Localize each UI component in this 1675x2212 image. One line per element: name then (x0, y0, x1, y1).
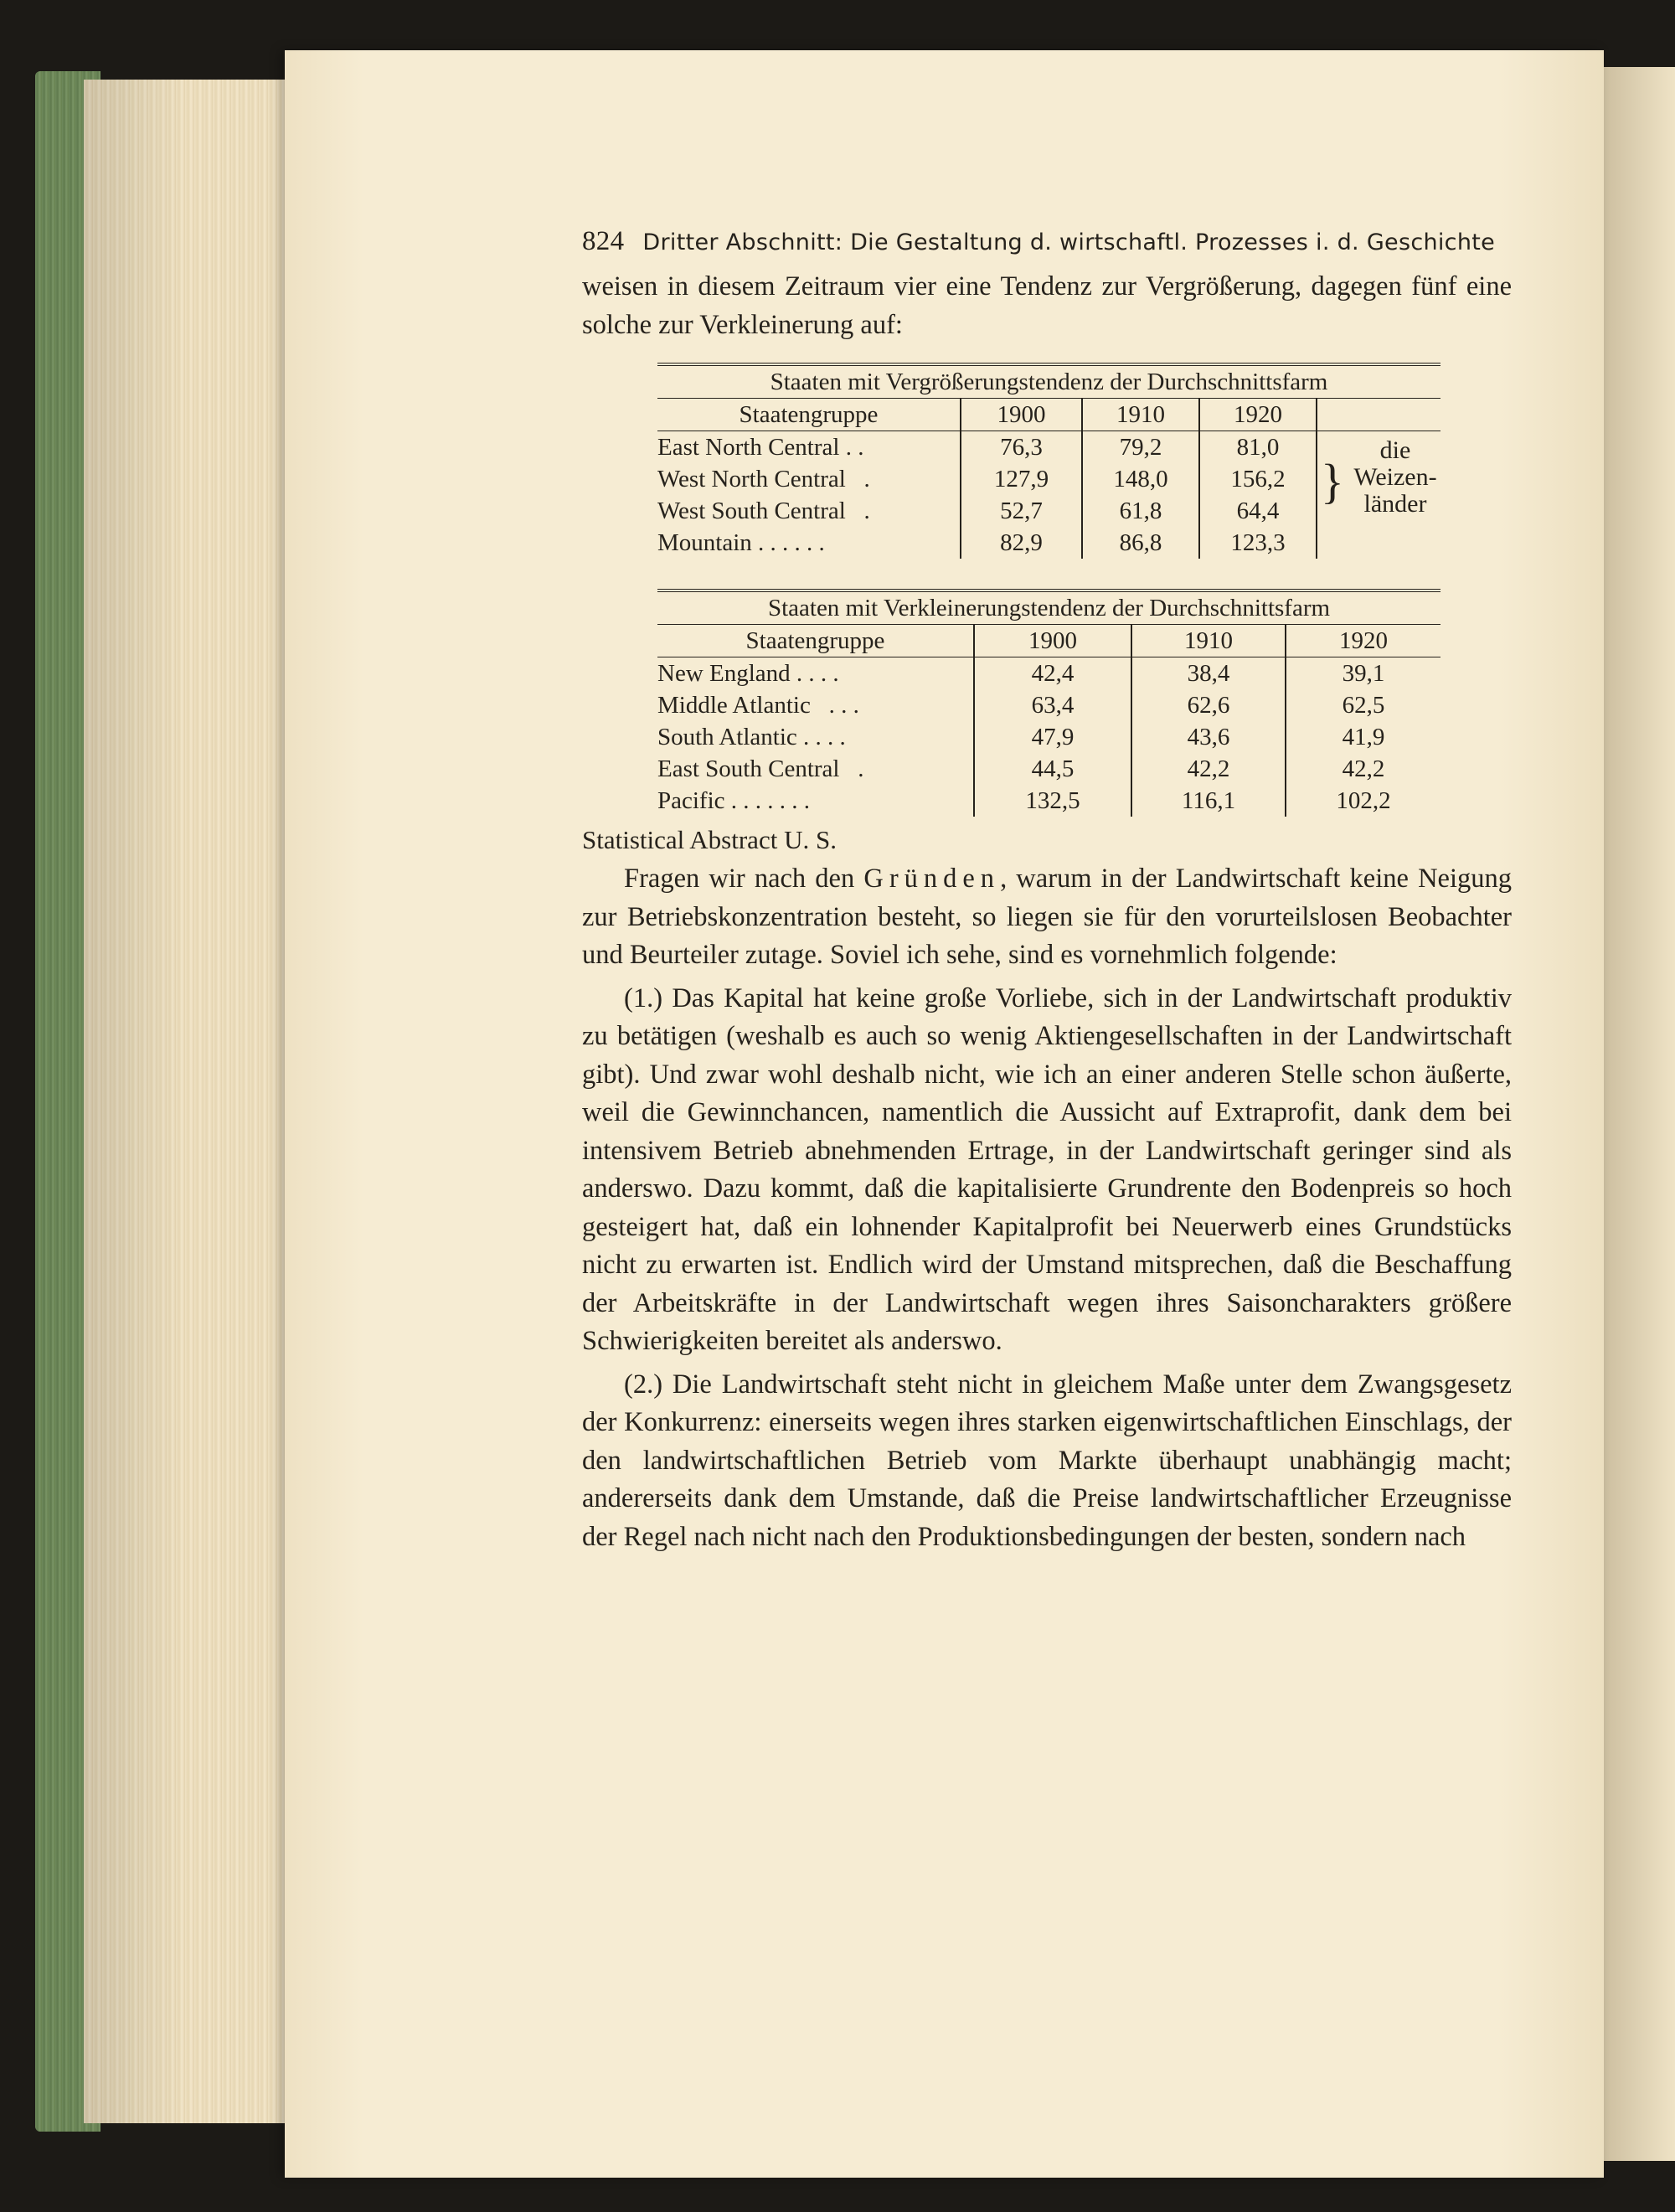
paragraph-point-2: (2.) Die Landwirtschaft steht nicht in gleichem Maße unter dem Zwangsgesetz der Konkurrenz: einerseits wegen ihres starken eigenwirtschaftlichen Einschlags, der den landwirtschaftlichen Betrieb vom Markte überhaupt unabhängig macht; andererseits dank dem Umstande, daß die Preise landwirtschaftlicher Erzeugnisse der Regel nach nicht nach den Produktionsbedingungen der besten, sondern nach (582, 1369, 1512, 1552)
row-label: East North Central . . (657, 431, 961, 464)
cell-1910: 62,6 (1131, 689, 1286, 721)
col-header-1920: 1920 (1199, 399, 1317, 431)
cell-1910: 116,1 (1131, 785, 1286, 817)
cell-1900: 42,4 (974, 657, 1131, 690)
cell-1900: 63,4 (974, 689, 1131, 721)
cell-1900: 76,3 (961, 431, 1082, 464)
row-label: East South Central . (657, 753, 974, 785)
page-number: 824 (582, 226, 625, 256)
row-label: Pacific . . . . . . . (657, 785, 974, 817)
running-head (582, 226, 1512, 268)
col-header-1920: 1920 (1286, 625, 1440, 657)
cell-1920: 62,5 (1342, 692, 1385, 719)
cell-1910: 42,2 (1131, 753, 1286, 785)
col-header-note (1317, 399, 1440, 431)
table-growth (657, 363, 1440, 559)
page-content (582, 226, 1512, 1556)
table-row (657, 721, 1440, 753)
table-shrink (657, 589, 1440, 817)
cell-1920: 102,2 (1336, 787, 1391, 814)
table-row (657, 785, 1440, 817)
cell-1920: 64,4 (1199, 495, 1317, 527)
paragraph-text: Fragen wir nach den (624, 864, 864, 894)
row-label: West North Central . (657, 463, 961, 495)
cell-1900: 47,9 (974, 721, 1131, 753)
cell-1920: 42,2 (1342, 755, 1385, 782)
col-header-group: Staatengruppe (657, 625, 974, 657)
cell-1920: 123,3 (1199, 527, 1317, 559)
table-row (657, 689, 1440, 721)
brace-note-line: die (1379, 436, 1411, 464)
cell-1920: 39,1 (1342, 660, 1385, 687)
paragraph-point-1: (1.) Das Kapital hat keine große Vorliebe, sich in der Landwirtschaft produktiv zu betätigen (weshalb es auch so wenig Aktiengesellschaften in der Landwirtschaft gibt). Und zwar wohl deshalb nicht, wie ich an einer anderen Stelle schon äußerte, weil die Gewinnchancen, namentlich die Aussicht auf Extraprofit, dank dem bei intensivem Betrieb abnehmenden Ertrage, in der Landwirtschaft geringer sind als anderswo. Dazu kommt, daß die kapitalisierte Grundrente den Bodenpreis so hoch gesteigert hat, daß ein lohnender Kapitalprofit bei Neuerwerb eines Grundstücks nicht zu erwarten ist. Endlich wird der Umstand mitsprechen, daß die Beschaffung der Arbeitskräfte in der Landwirtschaft wegen ihres Saisoncharakters größere Schwierigkeiten bereitet als anderswo. (582, 982, 1512, 1356)
cell-1910: 38,4 (1131, 657, 1286, 690)
row-label: Middle Atlantic . . . (657, 689, 974, 721)
brace-symbol: } (1321, 454, 1344, 508)
paragraph-reasons (582, 860, 1512, 975)
cell-1900: 52,7 (961, 495, 1082, 527)
table-shrink-caption: Staaten mit Verkleinerungstendenz der Durchschnittsfarm (657, 590, 1440, 625)
col-header-1910: 1910 (1131, 625, 1286, 657)
row-label: West South Central . (657, 495, 961, 527)
cell-1910: 61,8 (1082, 495, 1199, 527)
cell-1920: 81,0 (1199, 431, 1317, 464)
cell-1910: 86,8 (1082, 527, 1199, 559)
emphasized-word: Gründen (863, 864, 1001, 894)
table-source: Statistical Abstract U. S. (582, 825, 837, 854)
row-label: South Atlantic . . . . (657, 721, 974, 753)
cell-1900: 44,5 (974, 753, 1131, 785)
running-title: Dritter Abschnitt: Die Gestaltung d. wirtschaftl. Prozesses i. d. Geschichte (642, 229, 1496, 255)
table-row (657, 431, 1440, 464)
cell-1920: 41,9 (1342, 724, 1385, 750)
table-row (657, 657, 1440, 690)
cell-1910: 148,0 (1082, 463, 1199, 495)
cell-1900: 132,5 (974, 785, 1131, 817)
row-label: New England . . . . (657, 657, 974, 690)
cell-1910: 43,6 (1131, 721, 1286, 753)
facing-page-edge (1600, 67, 1675, 2161)
brace-note-line: Weizen- (1353, 463, 1437, 491)
cell-1900: 127,9 (961, 463, 1082, 495)
brace-note (1317, 431, 1440, 559)
brace-note-line: länder (1363, 490, 1427, 518)
intro-text: weisen in diesem Zeitraum vier eine Tendenz zur Vergrößerung, dagegen fünf eine solche zur Verkleinerung auf: (582, 271, 1512, 340)
cell-1920: 156,2 (1199, 463, 1317, 495)
cell-1910: 79,2 (1082, 431, 1199, 464)
col-header-1900: 1900 (961, 399, 1082, 431)
cell-1900: 82,9 (961, 527, 1082, 559)
paragraph-text: , warum in der Landwirtschaft keine Neigung zur Betriebskonzentration besteht, so liegen sie für den vorurteilslosen Beobachter und Beurteiler zutage. Soviel ich sehe, sind es vornehmlich folgende: (582, 864, 1512, 970)
row-label: Mountain . . . . . . (657, 527, 961, 559)
table-row (657, 753, 1440, 785)
col-header-1910: 1910 (1082, 399, 1199, 431)
col-header-1900: 1900 (974, 625, 1131, 657)
col-header-group: Staatengruppe (657, 399, 961, 431)
table-growth-caption: Staaten mit Vergrößerungstendenz der Durchschnittsfarm (657, 364, 1440, 399)
